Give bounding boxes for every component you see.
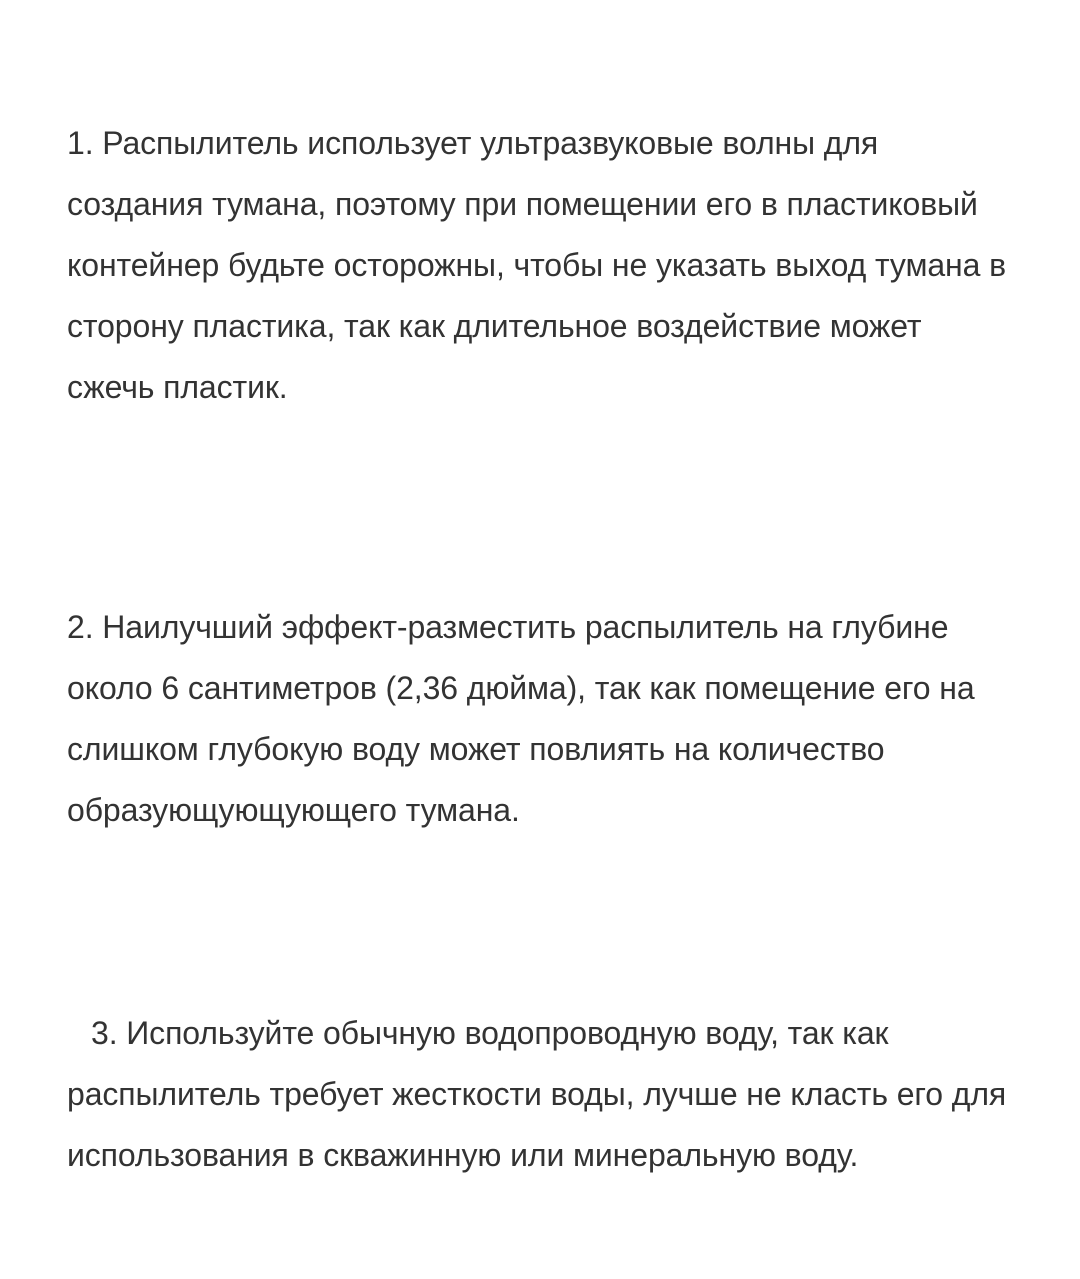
instruction-paragraph-1	[67, 113, 1017, 418]
paragraph-3-body: распылитель требует жесткости воды, лучше не класть его для использования в скважинную или минеральную воду.	[67, 1076, 1007, 1173]
paragraph-2-body: около 6 сантиметров (2,36 дюйма), так как помещение его на слишком глубокую воду может повлиять на количество образующующующего тумана.	[67, 670, 975, 828]
paragraph-3-first-line: 3. Используйте обычную водопроводную воду, так как	[91, 1015, 889, 1051]
paragraph-2-first-line: 2. Наилучший эффект-разместить распылитель на глубине	[67, 609, 949, 645]
instruction-paragraph-3	[67, 1003, 1017, 1186]
paragraph-1-first-line: 1. Распылитель использует ультразвуковые волны для	[67, 125, 879, 161]
instruction-paragraph-2	[67, 597, 1017, 841]
paragraph-1-body: создания тумана, поэтому при помещении его в пластиковый контейнер будьте осторожны, чтобы не указать выход тумана в сторону пластика, так как длительное воздействие может сжечь пластик.	[67, 186, 1007, 405]
